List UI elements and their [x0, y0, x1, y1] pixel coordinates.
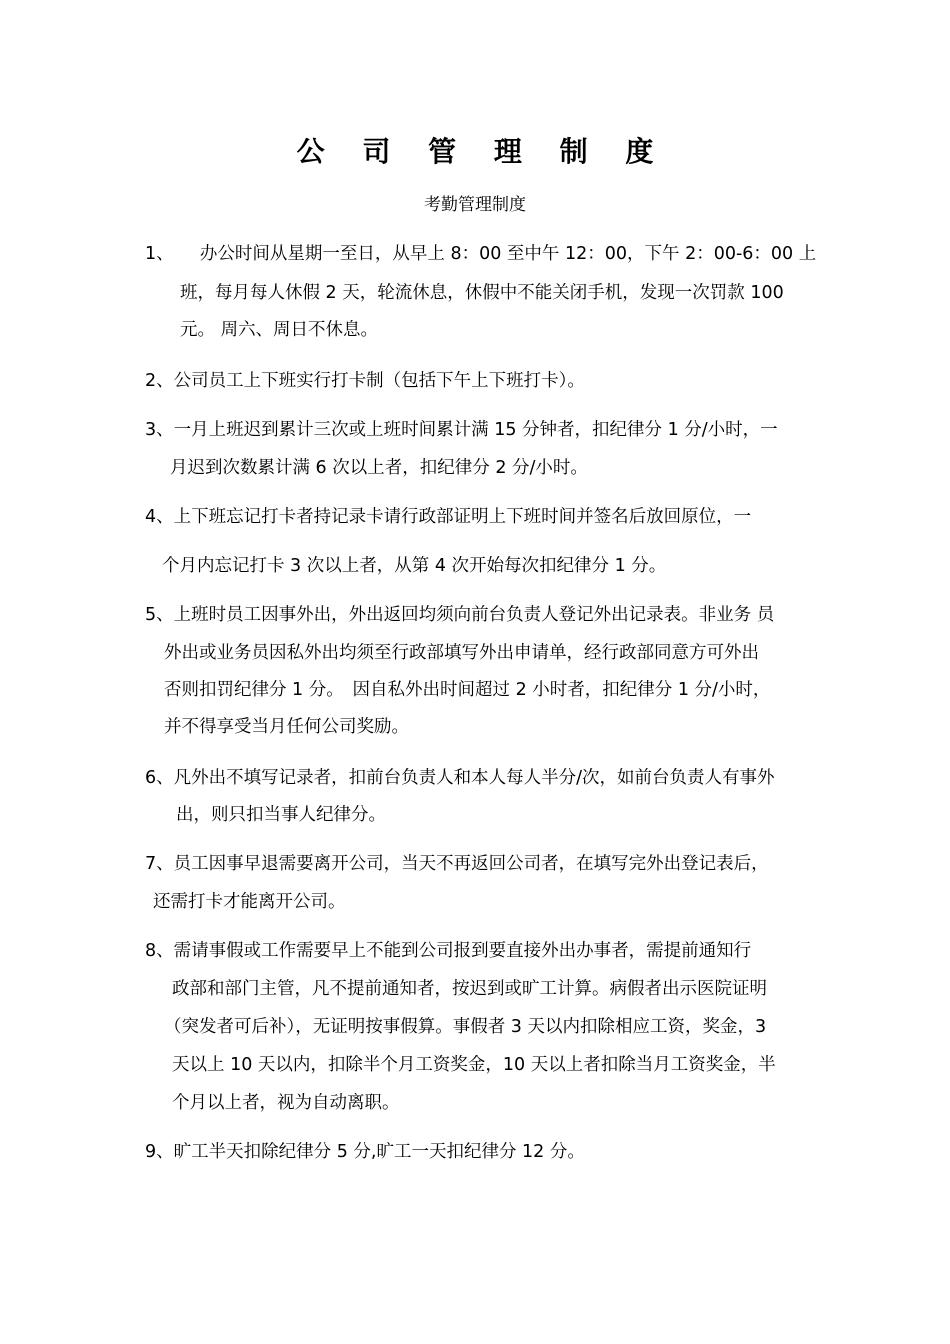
item-7-line-1: 7、员工因事早退需要离开公司，当天不再返回公司者，在填写完外出登记表后， — [145, 854, 769, 874]
item-1-line-1: 1、 办公时间从星期一至日，从早上 8：00 至中午 12：00，下午 2：00-6：00 上 — [145, 244, 817, 264]
item-7-line-2: 还需打卡才能离开公司。 — [153, 892, 346, 912]
item-3-line-1: 3、一月上班迟到累计三次或上班时间累计满 15 分钟者，扣纪律分 1 分/小时，一 — [145, 420, 778, 440]
item-5-line-1: 5、上班时员工因事外出，外出返回均须向前台负责人登记外出记录表。非业务 员 — [145, 605, 775, 625]
item-5-line-2: 外出或业务员因私外出均须至行政部填写外出申请单，经行政部同意方可外出 — [164, 643, 759, 663]
item-8-line-4: 天以上 10 天以内，扣除半个月工资奖金，10 天以上者扣除当月工资奖金，半 — [172, 1055, 776, 1075]
item-8-line-5: 个月以上者，视为自动离职。 — [172, 1093, 400, 1113]
document-subtitle: 考勤管理制度 — [424, 195, 526, 215]
item-6-line-1: 6、凡外出不填写记录者，扣前台负责人和本人每人半分/次，如前台负责人有事外 — [145, 768, 775, 788]
item-8-line-2: 政部和部门主管，凡不提前通知者，按迟到或旷工计算。病假者出示医院证明 — [172, 979, 767, 999]
item-5-line-3: 否则扣罚纪律分 1 分。 因自私外出时间超过 2 小时者，扣纪律分 1 分/小时， — [164, 680, 771, 700]
item-2-line-1: 2、公司员工上下班实行打卡制（包括下午上下班打卡）。 — [145, 371, 585, 391]
item-5-line-4: 并不得享受当月任何公司奖励。 — [164, 717, 409, 737]
item-1-line-3: 元。 周六、周日不休息。 — [180, 320, 379, 340]
item-3-line-2: 月迟到次数累计满 6 次以上者，扣纪律分 2 分/小时。 — [170, 458, 588, 478]
item-4-line-1: 4、上下班忘记打卡者持记录卡请行政部证明上下班时间并签名后放回原位，一 — [145, 507, 752, 527]
item-4-line-2: 个月内忘记打卡 3 次以上者，从第 4 次开始每次扣纪律分 1 分。 — [162, 556, 667, 576]
item-8-line-3: （突发者可后补），无证明按事假算。事假者 3 天以内扣除相应工资，奖金，3 — [164, 1017, 767, 1037]
item-8-line-1: 8、需请事假或工作需要早上不能到公司报到要直接外出办事者，需提前通知行 — [145, 941, 752, 961]
item-6-line-2: 出，则只扣当事人纪律分。 — [176, 805, 386, 825]
item-9-line-1: 9、旷工半天扣除纪律分 5 分,旷工一天扣纪律分 12 分。 — [145, 1142, 585, 1162]
item-1-line-2: 班，每月每人休假 2 天，轮流休息，休假中不能关闭手机，发现一次罚款 100 — [180, 283, 784, 303]
document-title: 公 司 管 理 制 度 — [296, 135, 668, 168]
